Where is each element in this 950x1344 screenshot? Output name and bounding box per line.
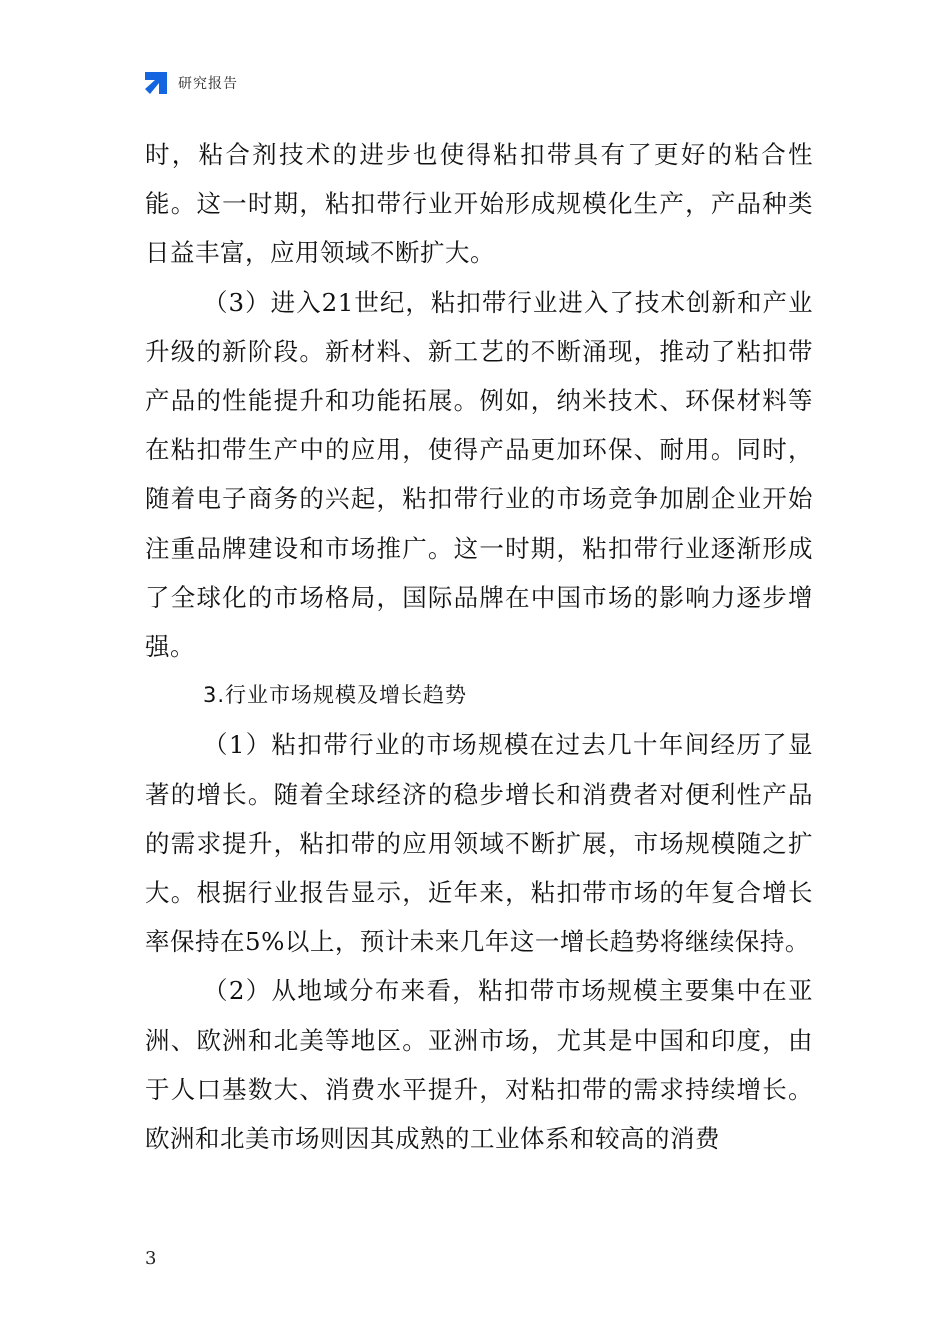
header-title: 研究报告 xyxy=(178,76,238,92)
paragraph-1: （1）粘扣带行业的市场规模在过去几十年间经历了显著的增长。随着全球经济的稳步增长和消费者对便利性产品的需求提升，粘扣带的应用领域不断扩展，市场规模随之扩大。根据行业报告显示，近年来，粘扣带市场的年复合增长率保持在5%以上，预计未来几年这一增长趋势将继续保持。 xyxy=(145,730,813,957)
paragraph-3: （3）进入21世纪，粘扣带行业进入了技术创新和产业升级的新阶段。新材料、新工艺的不断涌现，推动了粘扣带产品的性能提升和功能拓展。例如，纳米技术、环保材料等在粘扣带生产中的应用，使得产品更加环保、耐用。同时，随着电子商务的兴起，粘扣带行业的市场竞争加剧企业开始注重品牌建设和市场推广。这一时期，粘扣带行业逐渐形成了全球化的市场格局，国际品牌在中国市场的影响力逐步增强。 xyxy=(145,287,813,662)
page-number: 3 xyxy=(145,1248,157,1269)
section-heading: 3.行业市场规模及增长趋势 xyxy=(203,683,468,708)
arrow-logo-icon xyxy=(142,69,170,97)
paragraph-2: （2）从地域分布来看，粘扣带市场规模主要集中在亚洲、欧洲和北美等地区。亚洲市场，尤其是中国和印度，由于人口基数大、消费水平提升，对粘扣带的需求持续增长。欧洲和北美市场则因其成熟的工业体系和较高的消费 xyxy=(145,976,813,1154)
document-body xyxy=(145,130,813,1163)
paragraph-continuation: 时，粘合剂技术的进步也使得粘扣带具有了更好的粘合性能。这一时期，粘扣带行业开始形成规模化生产，产品种类日益丰富，应用领域不断扩大。 xyxy=(145,140,813,268)
page-header xyxy=(142,68,238,98)
